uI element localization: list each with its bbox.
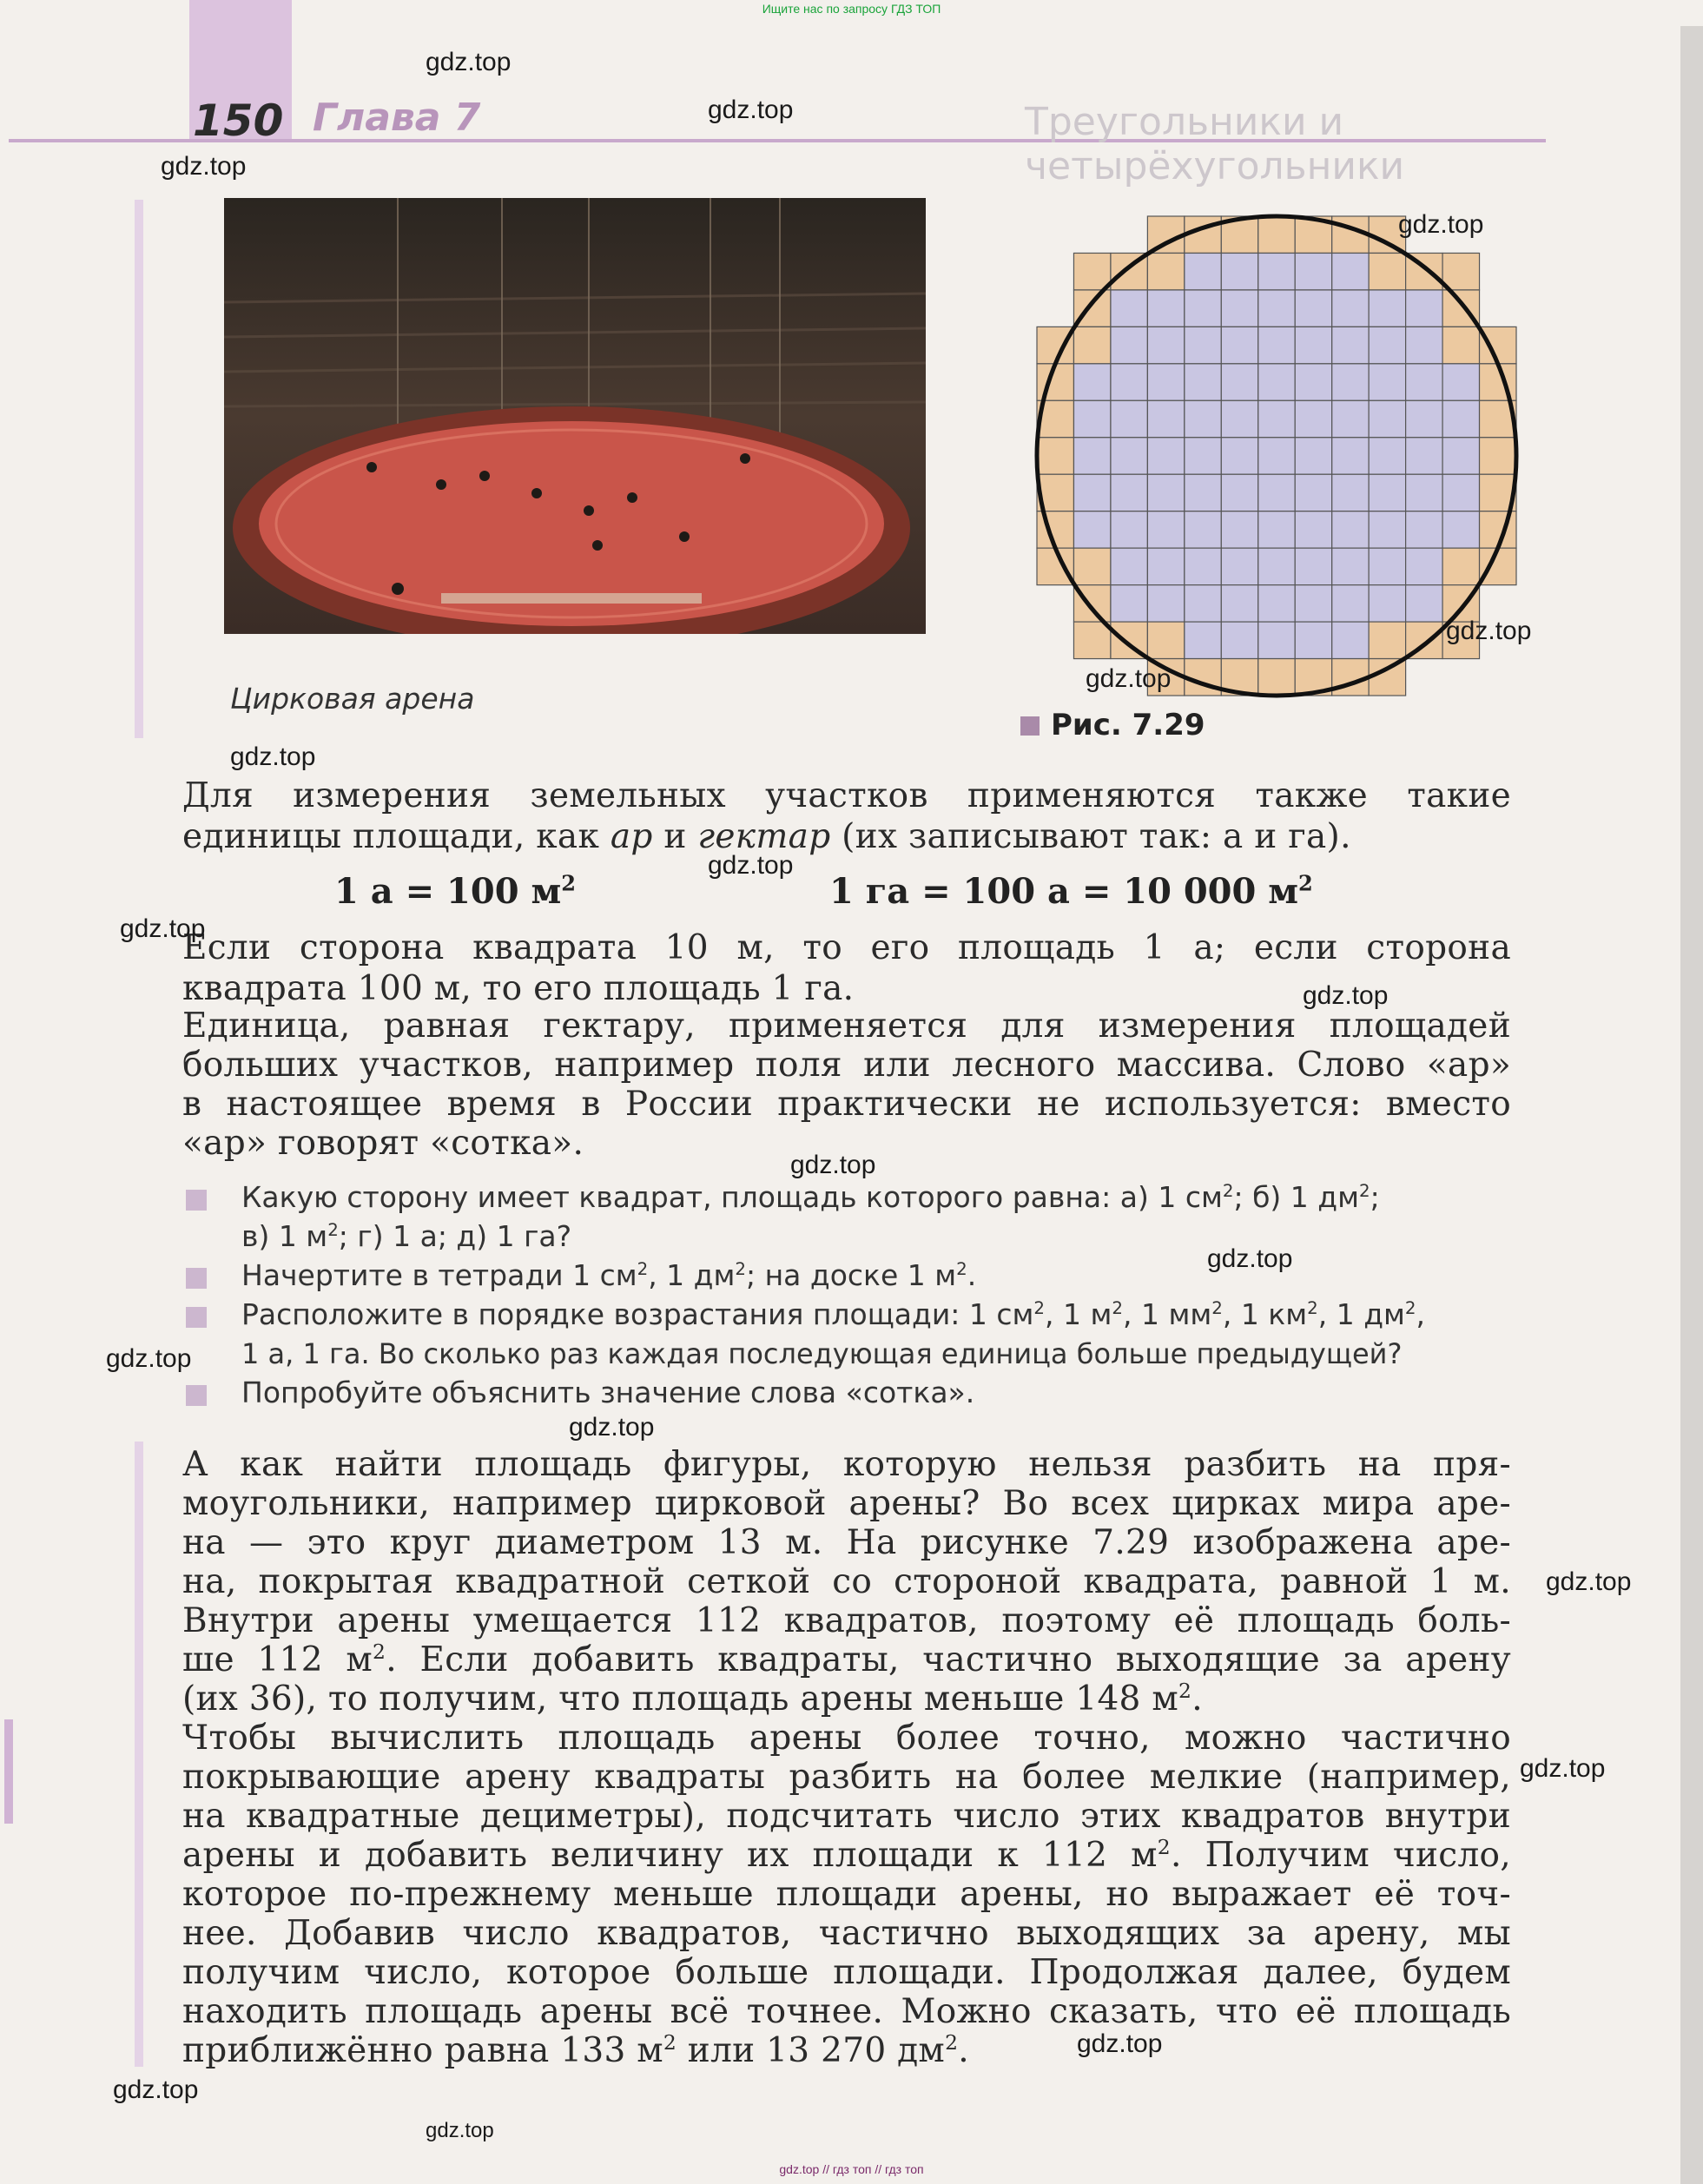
grid-cell-inside [1258,400,1295,437]
grid-cell-inside [1221,511,1257,548]
question-marker-icon [186,1307,207,1328]
grid-cell-inside [1332,585,1369,622]
side-bar [135,200,143,738]
grid-cell-edge [1369,253,1405,289]
grid-cell-inside [1406,511,1442,548]
bottom-note: gdz.top // гдз топ // гдз топ [779,2162,924,2176]
grid-cell-inside [1258,548,1295,584]
grid-cell-inside [1369,548,1405,584]
paragraph-line: Внутри арены умещается 112 квадратов, поэтому её площадь боль- [182,1601,1511,1640]
grid-cell-inside [1369,327,1405,363]
grid-cell-inside [1221,327,1257,363]
grid-cell-inside [1406,474,1442,511]
grid-cell-inside [1406,585,1442,622]
watermark: gdz.top [106,1344,192,1373]
watermark: gdz.top [1207,1244,1293,1273]
ghost-title: Треугольники и четырёхугольники [1025,100,1405,188]
paragraph-line: находить площадь арены всё точнее. Можно сказать, что её площадь [182,1992,1511,2031]
grid-cell-inside [1185,253,1221,289]
paragraph-line: квадрата 100 м, то его площадь 1 га. [182,969,855,1008]
grid-cell-inside [1295,400,1331,437]
grid-cell-edge [1073,548,1110,584]
grid-cell-inside [1185,364,1221,400]
watermark: gdz.top [1086,664,1172,693]
grid-cell-edge [1147,622,1184,658]
grid-cell-edge [1258,216,1295,253]
grid-cell-edge [1258,659,1295,696]
grid-cell-inside [1295,290,1331,327]
grid-cell-inside [1332,474,1369,511]
grid-cell-inside [1442,400,1479,437]
grid-cell-inside [1147,585,1184,622]
paragraph-line: Единица, равная гектару, применяется для измерения площадей [182,1006,1511,1046]
watermark: gdz.top [1303,981,1389,1010]
formula-ar: 1 а = 100 $м^2$ [334,870,576,912]
grid-cell-inside [1258,364,1295,400]
paragraph-line: арены и добавить величину их площади к 112 $м^2$. Получим число, [182,1835,1511,1875]
grid-cell-inside [1221,585,1257,622]
formula-hectare: 1 га = 100 а = 10 000 $м^2$ [829,870,1313,912]
question-marker-icon [186,1385,207,1406]
grid-cell-inside [1258,585,1295,622]
grid-cell-edge [1480,327,1516,363]
paragraph-line: А как найти площадь фигуры, которую нельзя разбить на пря- [182,1445,1511,1484]
grid-cell-inside [1295,585,1331,622]
grid-cell-inside [1185,511,1221,548]
intro-line: Для измерения земельных участков применяются также такие [182,776,1511,815]
grid-cell-inside [1111,585,1147,622]
grid-cell-inside [1332,327,1369,363]
grid-cell-inside [1185,585,1221,622]
grid-cell-edge [1442,327,1479,363]
grid-cell-inside [1073,474,1110,511]
paragraph-line: в настоящее время в России практически не используется: вместо [182,1085,1511,1124]
grid-cell-inside [1406,327,1442,363]
side-bar [135,1442,143,2067]
question-item: Какую сторону имеет квадрат, площадь которого равна: а) 1 $см^2$; б) 1 $дм^2$; [241,1180,1380,1214]
grid-cell-edge [1073,327,1110,363]
watermark: gdz.top [1446,617,1532,645]
grid-cell-inside [1295,364,1331,400]
grid-cell-inside [1332,511,1369,548]
grid-cell-inside [1442,474,1479,511]
grid-cell-inside [1147,511,1184,548]
grid-cell-inside [1295,327,1331,363]
grid-cell-inside [1295,548,1331,584]
paragraph-line: (их 36), то получим, что площадь арены меньше 148 $м^2$. [182,1679,1203,1719]
grid-cell-inside [1369,511,1405,548]
grid-cell-edge [1037,327,1073,363]
paragraph-line: нее. Добавив число квадратов, частично выходящих за арену, мы [182,1914,1511,1953]
paragraph-line: на — это круг диаметром 13 м. На рисунке 7.29 изображена аре- [182,1523,1511,1562]
grid-cell-inside [1295,511,1331,548]
grid-cell-inside [1111,438,1147,474]
grid-cell-inside [1185,290,1221,327]
grid-cell-inside [1111,511,1147,548]
grid-cell-inside [1295,622,1331,658]
question-item: Начертите в тетради 1 $см^2$, 1 $дм^2$; на доске 1 $м^2$. [241,1258,977,1292]
paragraph-line: «ар» говорят «сотка». [182,1124,584,1163]
grid-cell-inside [1258,327,1295,363]
page-edge [1680,26,1703,2184]
grid-cell-inside [1332,438,1369,474]
grid-cell-edge [1369,622,1405,658]
watermark: gdz.top [569,1413,655,1442]
watermark: gdz.top [1398,210,1484,239]
grid-cell-edge [1147,216,1184,253]
grid-cell-inside [1073,511,1110,548]
grid-cell-inside [1221,622,1257,658]
grid-cell-inside [1295,438,1331,474]
grid-cell-inside [1147,364,1184,400]
watermark: gdz.top [426,2119,494,2142]
grid-cell-inside [1442,511,1479,548]
grid-cell-inside [1258,622,1295,658]
grid-cell-inside [1332,622,1369,658]
question-marker-icon [186,1190,207,1211]
figure-label: Рис. 7.29 [1051,708,1205,742]
grid-cell-inside [1442,364,1479,400]
grid-cell-inside [1111,400,1147,437]
question-item-cont: в) 1 $м^2$; г) 1 а; д) 1 га? [241,1219,572,1253]
grid-cell-edge [1037,548,1073,584]
question-item: Расположите в порядке возрастания площади: 1 $см^2$, 1 $м^2$, 1 $мм^2$, 1 $км^2$, 1 $дм^2$, [241,1297,1426,1331]
paragraph-line: покрывающие арену квадраты разбить на более мелкие (например, [182,1758,1511,1797]
paragraph-line: на, покрытая квадратной сеткой со стороной квадрата, равной 1 м. [182,1562,1511,1601]
grid-cell-inside [1221,400,1257,437]
grid-cell-inside [1073,400,1110,437]
grid-cell-inside [1258,511,1295,548]
grid-cell-inside [1369,438,1405,474]
grid-cell-inside [1332,290,1369,327]
grid-cell-inside [1111,474,1147,511]
grid-cell-inside [1147,474,1184,511]
figure-marker-icon [1020,716,1040,736]
watermark: gdz.top [113,2075,199,2104]
grid-cell-edge [1037,438,1073,474]
grid-cell-inside [1221,548,1257,584]
grid-cell-inside [1295,474,1331,511]
grid-cell-inside [1332,364,1369,400]
grid-cell-inside [1442,438,1479,474]
side-bar [4,1719,13,1824]
page-number: 150 [193,96,284,146]
grid-cell-inside [1111,290,1147,327]
grid-cell-edge [1442,253,1479,289]
grid-cell-inside [1406,548,1442,584]
grid-cell-inside [1406,290,1442,327]
grid-cell-inside [1258,438,1295,474]
grid-cell-inside [1406,438,1442,474]
grid-cell-inside [1185,622,1221,658]
paragraph-line: приближённо равна 133 $м^2$ или 13 270 $дм^2$. [182,2030,969,2070]
grid-cell-inside [1332,548,1369,584]
grid-cell-inside [1221,290,1257,327]
grid-cell-inside [1185,548,1221,584]
watermark: gdz.top [426,48,512,76]
grid-cell-inside [1147,290,1184,327]
grid-cell-inside [1111,327,1147,363]
grid-cell-inside [1221,364,1257,400]
grid-cell-inside [1147,327,1184,363]
grid-cell-inside [1147,438,1184,474]
grid-cell-inside [1332,400,1369,437]
watermark: gdz.top [708,851,794,880]
paragraph-line: Чтобы вычислить площадь арены более точно, можно частично [182,1719,1511,1758]
grid-cell-inside [1295,253,1331,289]
chapter-title: Глава 7 [313,96,481,140]
grid-cell-inside [1369,474,1405,511]
grid-cell-edge [1147,253,1184,289]
grid-cell-edge [1480,438,1516,474]
grid-cell-inside [1111,548,1147,584]
grid-cell-inside [1406,364,1442,400]
grid-cell-inside [1147,400,1184,437]
grid-cell-inside [1147,548,1184,584]
paragraph-line: Если сторона квадрата 10 м, то его площадь 1 а; если сторона [182,928,1511,967]
grid-cell-edge [1073,253,1110,289]
watermark: gdz.top [1077,2029,1163,2058]
grid-cell-inside [1258,474,1295,511]
grid-cell-inside [1258,253,1295,289]
grid-cell-inside [1369,400,1405,437]
question-item-cont: 1 а, 1 га. Во сколько раз каждая последующая единица больше предыдущей? [241,1337,1403,1370]
paragraph-line: на квадратные дециметры), подсчитать число этих квадратов внутри [182,1797,1511,1836]
intro-line: единицы площади, как ар и гектар (их записывают так: а и га). [182,817,1351,856]
watermark: gdz.top [708,96,794,124]
grid-cell-inside [1406,400,1442,437]
question-item: Попробуйте объяснить значение слова «сотка». [241,1376,975,1409]
grid-cell-inside [1221,253,1257,289]
grid-cell-inside [1185,400,1221,437]
grid-cell-edge [1369,659,1405,696]
question-marker-icon [186,1268,207,1289]
watermark: gdz.top [120,914,206,943]
watermark: gdz.top [230,742,316,771]
paragraph-line: получим число, которое больше площади. Продолжая далее, будем [182,1953,1511,1992]
paragraph-line: которое по-прежнему меньше площади арены, но выражает её точ- [182,1875,1511,1914]
grid-cell-inside [1369,585,1405,622]
paragraph-line: моугольники, например цирковой арены? Во всех цирках мира аре- [182,1484,1511,1523]
grid-cell-inside [1185,327,1221,363]
watermark: gdz.top [161,152,247,181]
watermark: gdz.top [1546,1567,1632,1596]
watermark: gdz.top [1520,1754,1606,1783]
photo-caption: Цирковая арена [230,682,475,716]
grid-cell-inside [1369,364,1405,400]
top-note: Ищите нас по запросу ГДЗ ТОП [762,2,941,16]
grid-cell-inside [1073,438,1110,474]
grid-cell-inside [1221,474,1257,511]
grid-cell-inside [1221,438,1257,474]
grid-cell-inside [1258,290,1295,327]
grid-cell-edge [1480,548,1516,584]
grid-cell-edge [1073,622,1110,658]
grid-cell-inside [1332,253,1369,289]
circus-arena-photo [224,198,926,634]
watermark: gdz.top [790,1151,876,1179]
paragraph-line: больших участков, например поля или лесного массива. Слово «ар» [182,1046,1511,1085]
grid-cell-inside [1185,474,1221,511]
grid-cell-inside [1185,438,1221,474]
paragraph-line: ше 112 $м^2$. Если добавить квадраты, частично выходящие за арену [182,1640,1511,1679]
grid-cell-inside [1073,364,1110,400]
grid-cell-inside [1111,364,1147,400]
grid-cell-inside [1369,290,1405,327]
grid-cell-edge [1442,548,1479,584]
